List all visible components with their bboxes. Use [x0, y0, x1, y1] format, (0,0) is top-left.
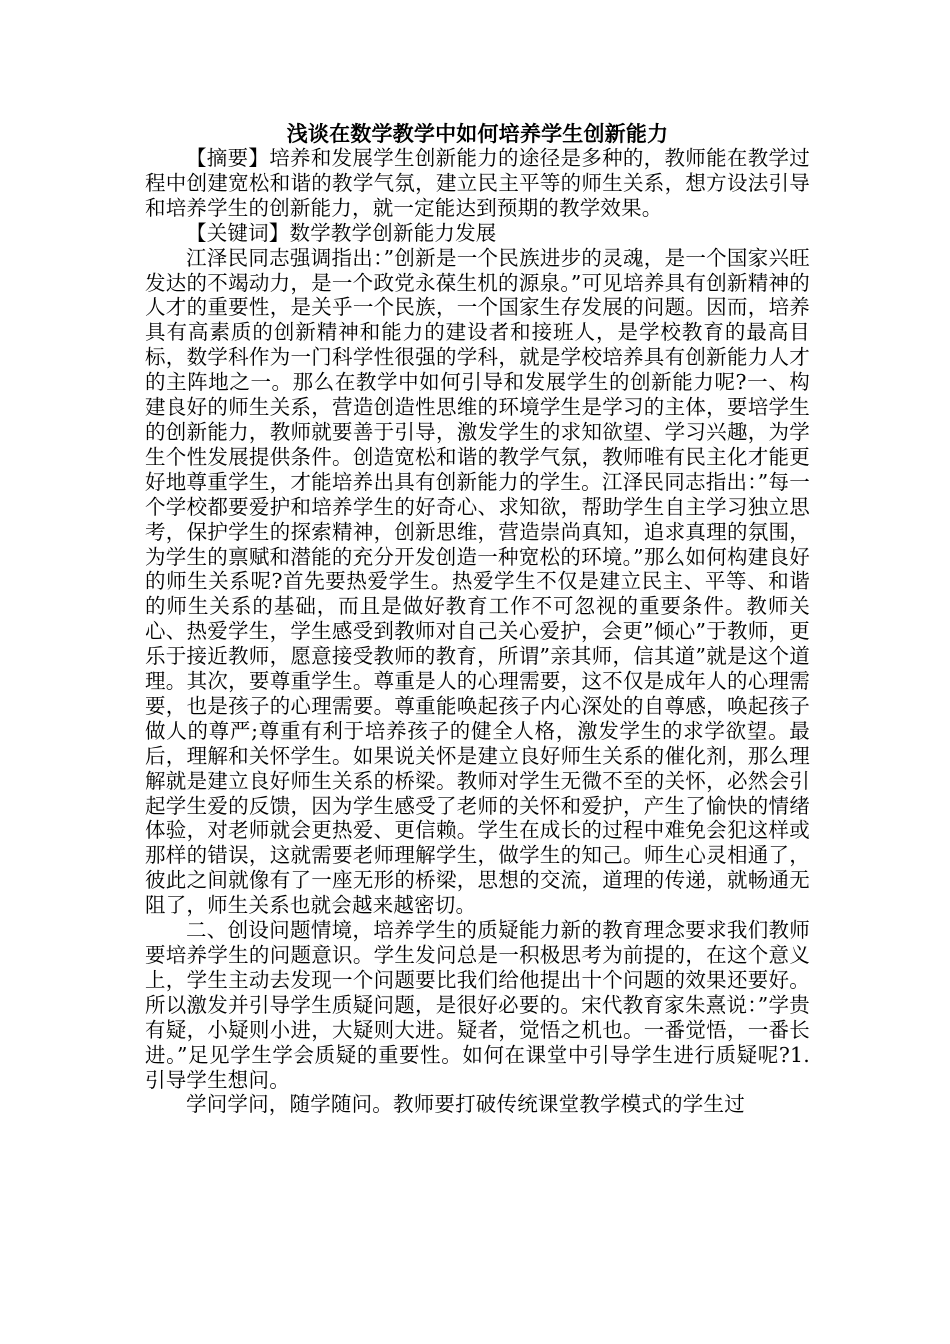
body-paragraph-2: 二、创设问题情境，培养学生的质疑能力新的教育理念要求我们教师要培养学生的问题意识。学生发问总是一积极思考为前提的，在这个意义上，学生主动去发现一个问题要比我们给他提出十个问题的效果还要好。所以激发并引导学生质疑问题，是很好必要的。宋代教育家朱熹说：”学贵有疑，小疑则小进，大疑则大进。疑者，觉悟之机也。一番觉悟，一番长进。”足见学生学会质疑的重要性。如何在课堂中引导学生进行质疑呢?1.引导学生想问。 [145, 918, 810, 1092]
keywords-line: 【关键词】数学教学创新能力发展 [186, 220, 497, 245]
body-paragraph-3: 学问学问，随学随问。教师要打破传统课堂教学模式的学生过 [186, 1092, 745, 1117]
abstract-paragraph: 【摘要】培养和发展学生创新能力的途径是多种的，教师能在教学过程中创建宽松和谐的教学气氛，建立民主平等的师生关系，想方设法引导和培养学生的创新能力，就一定能达到预期的教学效果。 [145, 146, 810, 220]
body-paragraph-1: 江泽民同志强调指出：”创新是一个民族进步的灵魂，是一个国家兴旺发达的不竭动力，是一个政党永葆生机的源泉。”可见培养具有创新精神的人才的重要性，是关乎一个民族，一个国家生存发展的问题。因而，培养具有高素质的创新精神和能力的建设者和接班人，是学校教育的最高目标，数学科作为一门科学性很强的学科，就是学校培养具有创新能力人才的主阵地之一。那么在教学中如何引导和发展学生的创新能力呢?一、构建良好的师生关系，营造创造性思维的环境学生是学习的主体，要培学生的创新能力，教师就要善于引导，激发学生的求知欲望、学习兴趣，为学生个性发展提供条件。创造宽松和谐的教学气氛，教师唯有民主化才能更好地尊重学生，才能培养出具有创新能力的学生。江泽民同志指出：”每一个学校都要爱护和培养学生的好奇心、求知欲，帮助学生自主学习独立思考，保护学生的探索精神，创新思维，营造崇尚真知，追求真理的氛围，为学生的禀赋和潜能的充分开发创造一种宽松的环境。”那么如何构建良好的师生关系呢?首先要热爱学生。热爱学生不仅是建立民主、平等、和谐的师生关系的基础，而且是做好教育工作不可忽视的重要条件。教师关心、热爱学生，学生感受到教师对自己关心爱护，会更”倾心”于教师，更乐于接近教师，愿意接受教师的教育，所谓”亲其师，信其道”就是这个道理。其次，要尊重学生。尊重是人的心理需要，这不仅是成年人的心理需要，也是孩子的心理需要。尊重能唤起孩子内心深处的自尊感，唤起孩子做人的尊严;尊重有利于培养孩子的健全人格，激发学生的求学欲望。最后，理解和关怀学生。如果说关怀是建立良好师生关系的催化剂，那么理解就是建立良好师生关系的桥梁。教师对学生无微不至的关怀，必然会引起学生爱的反馈，因为学生感受了老师的关怀和爱护，产生了愉快的情绪体验，对老师就会更热爱、更信赖。学生在成长的过程中难免会犯这样或那样的错误，这就需要老师理解学生，做学生的知己。师生心灵相通了，彼此之间就像有了一座无形的桥梁，思想的交流，道理的传递，就畅通无阻了，师生关系也就会越来越密切。 [145, 245, 810, 918]
document-page [145, 118, 810, 1117]
document-title: 浅谈在数学教学中如何培养学生创新能力 [286, 121, 669, 146]
